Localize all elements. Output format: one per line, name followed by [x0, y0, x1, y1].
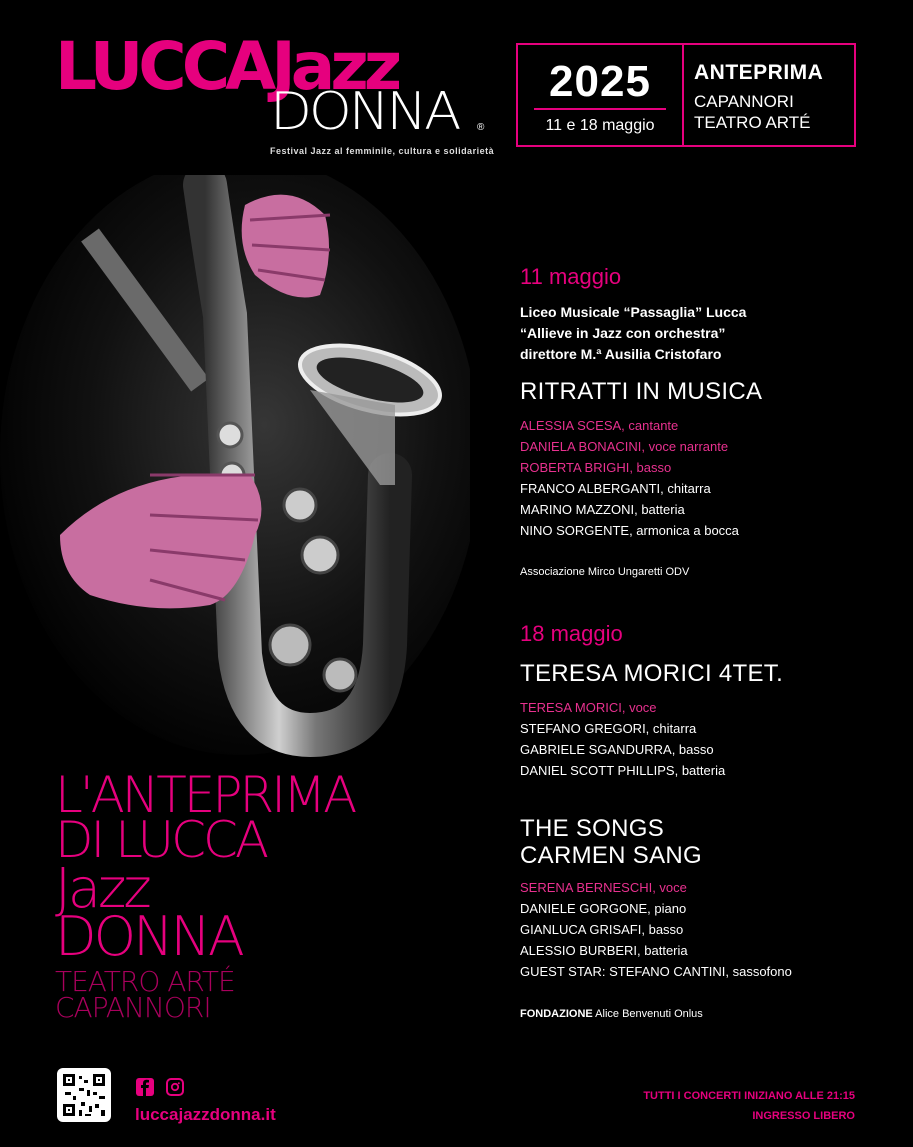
concert-start-time: TUTTI I CONCERTI INIZIANO ALLE 21:15 — [643, 1090, 855, 1102]
date-box-divider — [682, 45, 684, 145]
event1-member: NINO SORGENTE, armonica a bocca — [520, 523, 739, 538]
facebook-icon[interactable] — [136, 1078, 154, 1096]
event1-intro-2: “Allieve in Jazz con orchestra” — [520, 325, 726, 341]
event3-member: SERENA BERNESCHI, voce — [520, 880, 687, 895]
event2-date: 18 maggio — [520, 621, 623, 646]
festival-dates: 11 e 18 maggio — [545, 117, 655, 134]
sponsor-name: Alice Benvenuti Onlus — [592, 1008, 703, 1020]
event1-member: ALESSIA SCESA, cantante — [520, 418, 679, 433]
free-entry: INGRESSO LIBERO — [752, 1110, 855, 1122]
date-box — [516, 43, 856, 147]
anteprima-label: ANTEPRIMA — [694, 61, 824, 84]
instagram-icon[interactable] — [166, 1078, 184, 1096]
event2-member: TERESA MORICI, voce — [520, 700, 657, 715]
logo-donna: DONNA — [270, 82, 459, 142]
event1-intro-3: direttore M.ª Ausilia Cristofaro — [520, 346, 722, 362]
venue-city: CAPANNORI — [694, 92, 794, 111]
event3-sponsor — [520, 1008, 703, 1020]
festival-tagline: Festival Jazz al femminile, cultura e solidarietà — [270, 146, 495, 156]
event1-intro-1: Liceo Musicale “Passaglia” Lucca — [520, 304, 747, 320]
event2-member: GABRIELE SGANDURRA, basso — [520, 742, 714, 757]
saxophone-photo — [0, 175, 470, 775]
event3-member: GUEST STAR: STEFANO CANTINI, sassofono — [520, 964, 792, 979]
event3-title-2: CARMEN SANG — [520, 842, 702, 869]
logo-lucca-jazz: LUCCAJazz — [55, 28, 398, 105]
sponsor-foundation: FONDAZIONE — [520, 1008, 593, 1020]
event3-member: GIANLUCA GRISAFI, basso — [520, 922, 684, 937]
qr-code-graphic — [57, 1068, 111, 1122]
big-title-line-4: DONNA — [55, 905, 242, 968]
event2-member: DANIEL SCOTT PHILLIPS, batteria — [520, 763, 726, 778]
big-title-line-2: DI LUCCA — [55, 811, 267, 869]
event3-member: ALESSIO BURBERI, batteria — [520, 943, 688, 958]
event1-sponsor: Associazione Mirco Ungaretti ODV — [520, 566, 690, 578]
event1-member: FRANCO ALBERGANTI, chitarra — [520, 481, 711, 496]
big-title-line-3: Jazz — [55, 857, 149, 920]
event1-date: 11 maggio — [520, 264, 622, 289]
event2-title: TERESA MORICI 4TET. — [520, 660, 784, 687]
event3-member: DANIELE GORGONE, piano — [520, 901, 687, 916]
big-title-city: CAPANNORI — [55, 991, 211, 1024]
big-title-line-1: L'ANTEPRIMA — [55, 766, 355, 824]
event1-member: DANIELA BONACINI, voce narrante — [520, 439, 729, 454]
venue-theatre: TEATRO ARTÉ — [694, 113, 811, 132]
big-title-venue: TEATRO ARTÉ — [55, 965, 235, 998]
registered-mark: ® — [477, 122, 485, 133]
event1-member: ROBERTA BRIGHI, basso — [520, 460, 672, 475]
instagram-glyph — [168, 1080, 182, 1094]
facebook-glyph — [136, 1078, 154, 1096]
festival-year: 2025 — [549, 57, 651, 106]
event1-title: RITRATTI IN MUSICA — [520, 378, 763, 405]
event2-member: STEFANO GREGORI, chitarra — [520, 721, 697, 736]
qr-code-icon[interactable] — [57, 1068, 111, 1122]
event1-member: MARINO MAZZONI, batteria — [520, 502, 685, 517]
year-underline — [534, 108, 666, 110]
website-link[interactable]: luccajazzdonna.it — [135, 1105, 276, 1124]
event3-title-1: THE SONGS — [520, 815, 665, 842]
